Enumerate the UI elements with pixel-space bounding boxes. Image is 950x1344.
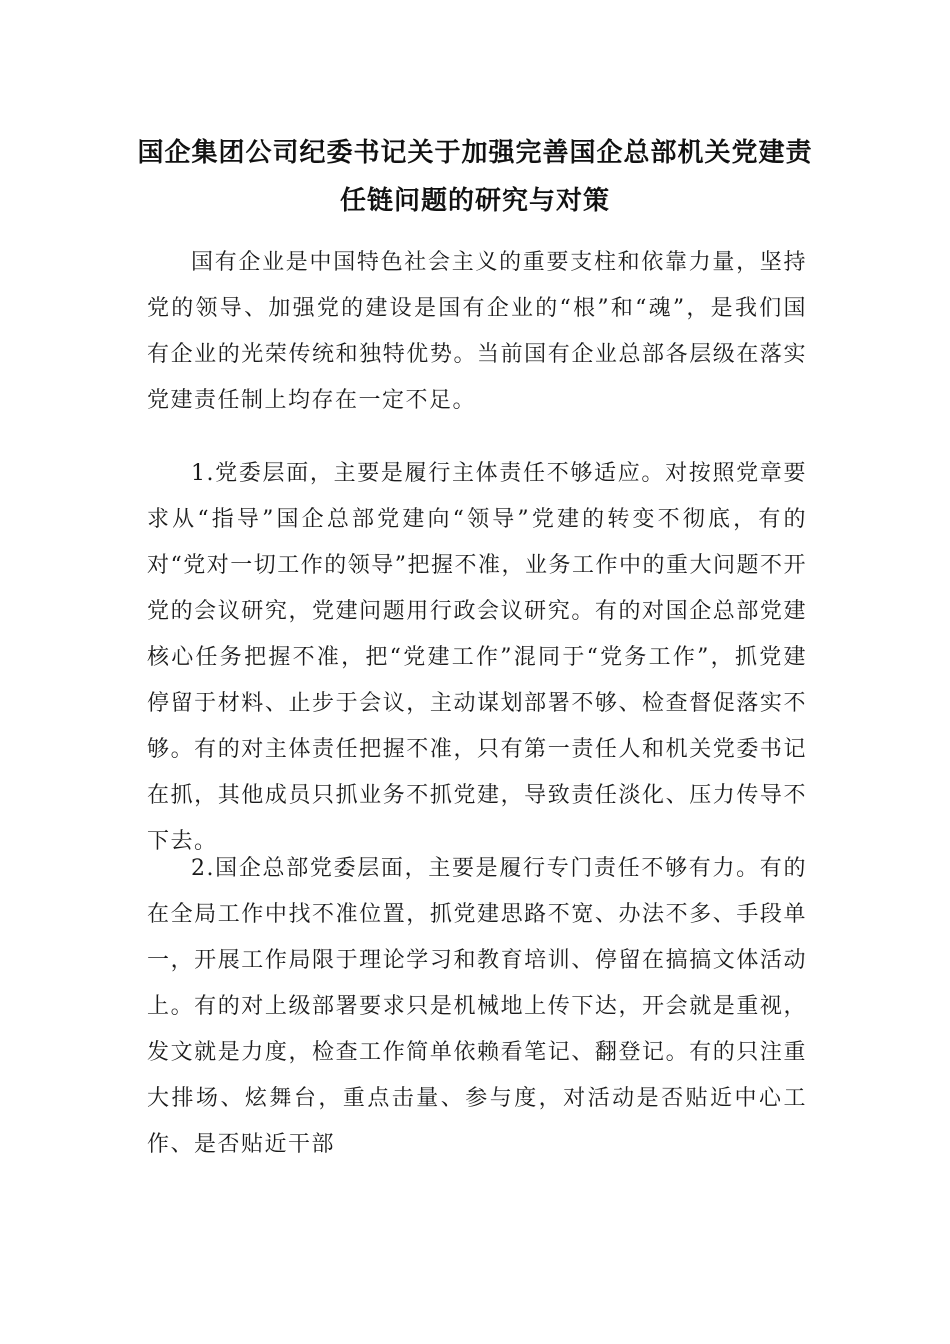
document-title-line-1: 国企集团公司纪委书记关于加强完善国企总部机关党建责 bbox=[137, 138, 813, 168]
document-title-line-2: 任链问题的研究与对策 bbox=[339, 186, 610, 216]
paragraph-section-2: 2.国企总部党委层面，主要是履行专门责任不够有力。有的在全局工作中找不准位置，抓党建思路不宽、办法不多、手段单一，开展工作局限于理论学习和教育培训、停留在搞搞文体活动上。有的对上级部署要求只是机械地上传下达，开会就是重视，发文就是力度，检查工作简单依赖看笔记、翻登记。有的只注重大排场、炫舞台，重点击量、参与度，对活动是否贴近中心工作、是否贴近干部 bbox=[147, 856, 807, 1157]
paragraph-intro: 国有企业是中国特色社会主义的重要支柱和依靠力量，坚持党的领导、加强党的建设是国有企业的“根”和“魂”，是我们国有企业的光荣传统和独特优势。当前国有企业总部各层级在落实党建责任制上均存在一定不足。 bbox=[147, 250, 807, 413]
paragraph-section-1: 1.党委层面，主要是履行主体责任不够适应。对按照党章要求从“指导”国企总部党建向“领导”党建的转变不彻底，有的对“党对一切工作的领导”把握不准，业务工作中的重大问题不开党的会议研究，党建问题用行政会议研究。有的对国企总部党建核心任务把握不准，把“党建工作”混同于“党务工作”，抓党建停留于材料、止步于会议，主动谋划部署不够、检查督促落实不够。有的对主体责任把握不准，只有第一责任人和机关党委书记在抓，其他成员只抓业务不抓党建，导致责任淡化、压力传导不下去。 bbox=[147, 461, 807, 854]
